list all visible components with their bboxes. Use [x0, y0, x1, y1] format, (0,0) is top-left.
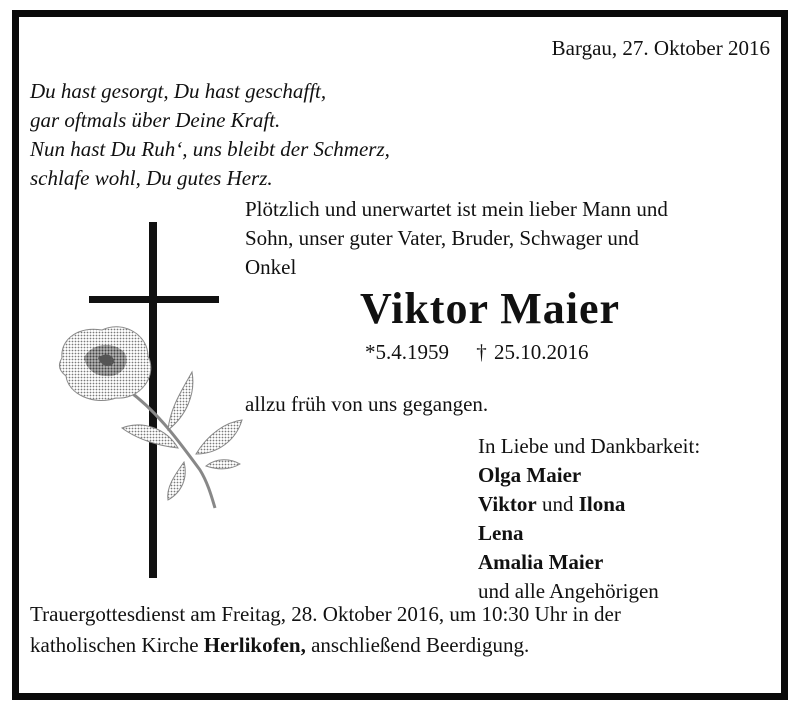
- cross-with-rose-icon: [50, 208, 250, 588]
- mourner-line: [478, 490, 700, 519]
- rose-leaf: [196, 420, 242, 454]
- service-text: katholischen Kirche: [30, 633, 204, 657]
- service-text: anschließend Beerdigung.: [305, 633, 530, 657]
- mourner-name: Ilona: [578, 492, 626, 516]
- service-line: Trauergottesdienst am Freitag, 28. Oktober 2016, um 10:30 Uhr in der: [30, 602, 621, 626]
- mourner-relatives: und alle Angehörigen: [478, 579, 659, 603]
- cross-vertical: [149, 222, 157, 578]
- funeral-service-info: [30, 599, 750, 661]
- birth-date: *5.4.1959: [365, 340, 449, 364]
- mourner-name: Lena: [478, 521, 524, 545]
- life-dates: [365, 340, 609, 365]
- mourner-name: Olga Maier: [478, 463, 582, 487]
- poem-line: gar oftmals über Deine Kraft.: [30, 108, 281, 132]
- church-location: Herlikofen,: [203, 633, 306, 657]
- poem: [30, 77, 390, 193]
- poem-line: Du hast gesorgt, Du hast geschafft,: [30, 79, 327, 103]
- intro-line: Onkel: [245, 255, 297, 279]
- intro-line: Sohn, unser guter Vater, Bruder, Schwager und: [245, 226, 639, 250]
- place-date: Bargau, 27. Oktober 2016: [551, 36, 770, 60]
- mourners-list: [478, 432, 700, 606]
- cross-horizontal: [89, 296, 219, 303]
- mourner-name: Amalia Maier: [478, 550, 604, 574]
- mourners-heading: In Liebe und Dankbarkeit:: [478, 434, 701, 458]
- rose-head: [59, 327, 150, 401]
- rose-leaf: [206, 460, 240, 469]
- service-line: [30, 630, 750, 661]
- rose-leaf: [168, 372, 193, 430]
- poem-line: schlafe wohl, Du gutes Herz.: [30, 166, 273, 190]
- rose-leaf: [168, 462, 186, 500]
- deceased-name: Viktor Maier: [359, 284, 621, 333]
- intro-text: [245, 195, 745, 282]
- death-date: † 25.10.2016: [476, 340, 589, 364]
- intro-line: Plötzlich und unerwartet ist mein lieber Mann und: [245, 197, 668, 221]
- mourner-conjunction: und: [536, 492, 579, 516]
- closing-line: allzu früh von uns gegangen.: [245, 392, 489, 416]
- poem-line: Nun hast Du Ruh‘, uns bleibt der Schmerz,: [30, 137, 390, 161]
- mourner-name: Viktor: [478, 492, 537, 516]
